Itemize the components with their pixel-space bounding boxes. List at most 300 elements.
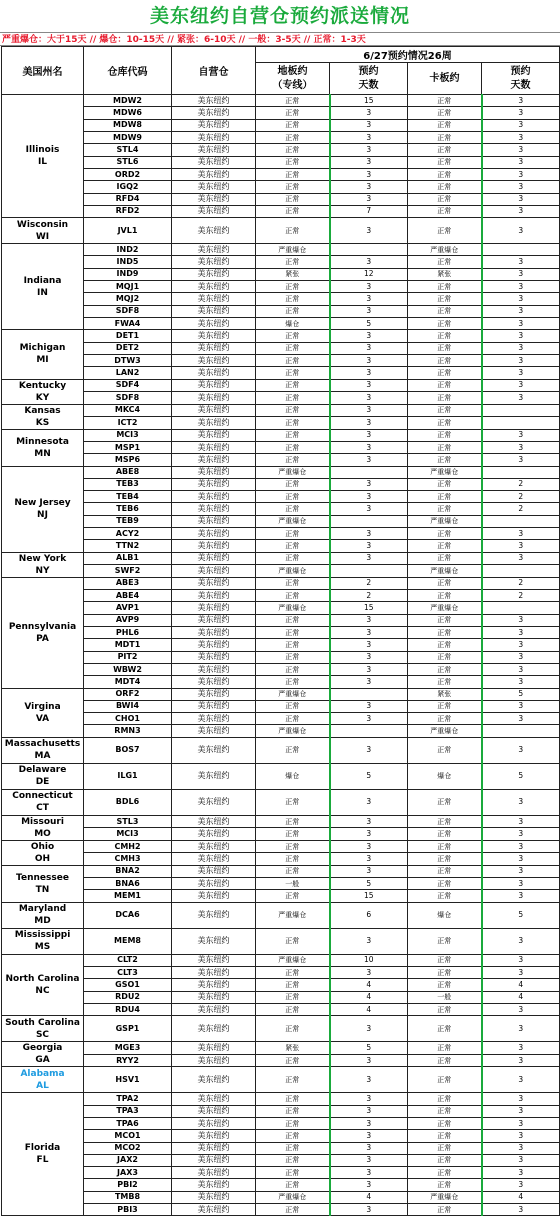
pallet-status-cell: 正常 xyxy=(408,354,482,366)
warehouse-code-cell: ILG1 xyxy=(84,763,172,789)
own-warehouse-cell: 美东纽约 xyxy=(172,1016,256,1042)
pallet-status-cell: 正常 xyxy=(408,639,482,651)
warehouse-code-cell: PIT2 xyxy=(84,651,172,663)
pallet-status-cell: 严重爆仓 xyxy=(408,515,482,527)
warehouse-code-cell: HSV1 xyxy=(84,1067,172,1093)
pallet-days-cell: 3 xyxy=(482,281,560,293)
table-row xyxy=(2,890,560,902)
floor-status-cell: 正常 xyxy=(256,713,330,725)
pallet-days-cell: 3 xyxy=(482,156,560,168)
pallet-status-cell: 正常 xyxy=(408,478,482,490)
floor-days-cell: 4 xyxy=(330,991,408,1003)
table-row xyxy=(2,991,560,1003)
own-warehouse-cell: 美东纽约 xyxy=(172,218,256,244)
pallet-days-cell: 3 xyxy=(482,700,560,712)
pallet-status-cell: 紧张 xyxy=(408,688,482,700)
table-row xyxy=(2,865,560,877)
table-row xyxy=(2,725,560,737)
table-row xyxy=(2,614,560,626)
pallet-status-cell: 正常 xyxy=(408,1105,482,1117)
floor-days-cell: 7 xyxy=(330,205,408,217)
page-title: 美东纽约自营仓预约派送情况 xyxy=(149,5,410,27)
floor-days-cell: 3 xyxy=(330,626,408,638)
pallet-status-cell: 正常 xyxy=(408,429,482,441)
pallet-status-cell: 正常 xyxy=(408,676,482,688)
pallet-status-cell: 正常 xyxy=(408,119,482,131)
floor-days-cell: 5 xyxy=(330,878,408,890)
header-own-warehouse: 自营仓 xyxy=(172,47,256,95)
pallet-status-cell: 正常 xyxy=(408,168,482,180)
floor-days-cell: 5 xyxy=(330,1042,408,1055)
status-legend: 严重爆仓：大于15天 // 爆仓：10-15天 // 紧张：6-10天 // 一般：3-5天 // 正常：1-3天 xyxy=(0,32,560,46)
table-row xyxy=(2,392,560,405)
floor-status-cell: 正常 xyxy=(256,737,330,763)
pallet-days-cell: 3 xyxy=(482,1016,560,1042)
own-warehouse-cell: 美东纽约 xyxy=(172,565,256,578)
table-row xyxy=(2,466,560,478)
table-row xyxy=(2,789,560,815)
floor-days-cell: 3 xyxy=(330,256,408,268)
pallet-status-cell: 正常 xyxy=(408,1179,482,1191)
pallet-days-cell: 3 xyxy=(482,193,560,205)
state-cell: New York NY xyxy=(2,552,84,577)
warehouse-code-cell: ABE4 xyxy=(84,590,172,602)
state-cell: Virgina VA xyxy=(2,688,84,737)
own-warehouse-cell: 美东纽约 xyxy=(172,491,256,503)
table-row xyxy=(2,144,560,156)
table-row xyxy=(2,1191,560,1203)
floor-days-cell: 3 xyxy=(330,293,408,305)
floor-days-cell: 3 xyxy=(330,1117,408,1129)
floor-days-cell: 3 xyxy=(330,700,408,712)
pallet-days-cell: 3 xyxy=(482,928,560,954)
floor-days-cell: 3 xyxy=(330,1167,408,1179)
floor-days-cell xyxy=(330,688,408,700)
table-row xyxy=(2,1130,560,1142)
floor-status-cell: 正常 xyxy=(256,131,330,143)
table-row xyxy=(2,503,560,515)
table-row xyxy=(2,1054,560,1067)
floor-status-cell: 严重爆仓 xyxy=(256,244,330,256)
warehouse-code-cell: MDW2 xyxy=(84,95,172,107)
floor-days-cell: 3 xyxy=(330,454,408,466)
floor-status-cell: 爆仓 xyxy=(256,763,330,789)
own-warehouse-cell: 美东纽约 xyxy=(172,131,256,143)
floor-days-cell: 3 xyxy=(330,967,408,979)
pallet-days-cell: 2 xyxy=(482,503,560,515)
floor-days-cell: 3 xyxy=(330,491,408,503)
own-warehouse-cell: 美东纽约 xyxy=(172,392,256,405)
own-warehouse-cell: 美东纽约 xyxy=(172,865,256,877)
table-row xyxy=(2,700,560,712)
floor-days-cell: 3 xyxy=(330,789,408,815)
floor-status-cell: 严重爆仓 xyxy=(256,565,330,578)
floor-status-cell: 正常 xyxy=(256,503,330,515)
pallet-status-cell: 正常 xyxy=(408,713,482,725)
table-row xyxy=(2,639,560,651)
floor-days-cell: 3 xyxy=(330,1204,408,1216)
pallet-days-cell: 3 xyxy=(482,1167,560,1179)
table-row xyxy=(2,1204,560,1216)
pallet-days-cell: 3 xyxy=(482,954,560,966)
table-row xyxy=(2,367,560,379)
table-row xyxy=(2,491,560,503)
pallet-days-cell: 3 xyxy=(482,293,560,305)
own-warehouse-cell: 美东纽约 xyxy=(172,1093,256,1105)
pallet-status-cell: 严重爆仓 xyxy=(408,565,482,578)
own-warehouse-cell: 美东纽约 xyxy=(172,528,256,540)
pallet-status-cell: 正常 xyxy=(408,256,482,268)
table-row xyxy=(2,626,560,638)
state-cell: Michigan MI xyxy=(2,330,84,379)
floor-status-cell: 严重爆仓 xyxy=(256,466,330,478)
floor-days-cell: 3 xyxy=(330,193,408,205)
pallet-status-cell: 正常 xyxy=(408,815,482,828)
floor-status-cell: 正常 xyxy=(256,828,330,841)
floor-status-cell: 正常 xyxy=(256,626,330,638)
warehouse-code-cell: SDF8 xyxy=(84,392,172,405)
floor-days-cell: 4 xyxy=(330,1191,408,1203)
state-cell: Maryland MD xyxy=(2,902,84,928)
floor-days-cell: 3 xyxy=(330,1054,408,1067)
warehouse-code-cell: MDW8 xyxy=(84,119,172,131)
pallet-days-cell: 3 xyxy=(482,1003,560,1015)
floor-days-cell: 3 xyxy=(330,1016,408,1042)
warehouse-code-cell: STL3 xyxy=(84,815,172,828)
state-cell: Missouri MO xyxy=(2,815,84,840)
state-cell: Massachusetts MA xyxy=(2,737,84,763)
pallet-status-cell: 正常 xyxy=(408,1154,482,1166)
table-row xyxy=(2,651,560,663)
pallet-status-cell: 一般 xyxy=(408,991,482,1003)
pallet-days-cell: 3 xyxy=(482,454,560,466)
floor-days-cell: 3 xyxy=(330,815,408,828)
pallet-status-cell: 正常 xyxy=(408,491,482,503)
warehouse-code-cell: GSP1 xyxy=(84,1016,172,1042)
state-cell: Pennsylvania PA xyxy=(2,577,84,688)
own-warehouse-cell: 美东纽约 xyxy=(172,967,256,979)
floor-status-cell: 正常 xyxy=(256,1093,330,1105)
own-warehouse-cell: 美东纽约 xyxy=(172,205,256,217)
state-cell: North Carolina NC xyxy=(2,954,84,1016)
floor-status-cell: 正常 xyxy=(256,1179,330,1191)
floor-days-cell: 3 xyxy=(330,218,408,244)
floor-status-cell: 正常 xyxy=(256,865,330,877)
warehouse-code-cell: JAX3 xyxy=(84,1167,172,1179)
header-floor-status: 地板约 （专线） xyxy=(256,63,330,95)
warehouse-code-cell: MSP1 xyxy=(84,441,172,453)
own-warehouse-cell: 美东纽约 xyxy=(172,281,256,293)
own-warehouse-cell: 美东纽约 xyxy=(172,379,256,392)
table-row xyxy=(2,1179,560,1191)
own-warehouse-cell: 美东纽约 xyxy=(172,840,256,853)
schedule-table xyxy=(1,46,560,1216)
state-cell: Delaware DE xyxy=(2,763,84,789)
pallet-status-cell: 正常 xyxy=(408,441,482,453)
floor-days-cell: 3 xyxy=(330,107,408,119)
warehouse-code-cell: BWI4 xyxy=(84,700,172,712)
pallet-days-cell: 3 xyxy=(482,330,560,342)
pallet-days-cell: 3 xyxy=(482,828,560,841)
warehouse-code-cell: LAN2 xyxy=(84,367,172,379)
table-row xyxy=(2,815,560,828)
header-state: 美国州名 xyxy=(2,47,84,95)
warehouse-code-cell: IND2 xyxy=(84,244,172,256)
floor-status-cell: 正常 xyxy=(256,342,330,354)
floor-status-cell: 爆仓 xyxy=(256,318,330,330)
floor-status-cell: 正常 xyxy=(256,218,330,244)
floor-days-cell: 3 xyxy=(330,713,408,725)
floor-days-cell xyxy=(330,466,408,478)
floor-status-cell: 正常 xyxy=(256,205,330,217)
floor-days-cell: 3 xyxy=(330,342,408,354)
pallet-status-cell: 严重爆仓 xyxy=(408,1191,482,1203)
pallet-status-cell: 正常 xyxy=(408,392,482,405)
floor-days-cell: 3 xyxy=(330,651,408,663)
table-row xyxy=(2,1003,560,1015)
pallet-status-cell: 正常 xyxy=(408,454,482,466)
pallet-status-cell: 正常 xyxy=(408,577,482,589)
pallet-status-cell: 正常 xyxy=(408,503,482,515)
warehouse-code-cell: TEB4 xyxy=(84,491,172,503)
table-row xyxy=(2,193,560,205)
own-warehouse-cell: 美东纽约 xyxy=(172,1105,256,1117)
floor-status-cell: 正常 xyxy=(256,853,330,866)
floor-days-cell: 3 xyxy=(330,429,408,441)
floor-status-cell: 正常 xyxy=(256,614,330,626)
floor-days-cell: 4 xyxy=(330,979,408,991)
pallet-days-cell: 3 xyxy=(482,268,560,280)
state-cell: Kentucky KY xyxy=(2,379,84,404)
floor-status-cell: 正常 xyxy=(256,540,330,552)
floor-status-cell: 正常 xyxy=(256,379,330,392)
warehouse-code-cell: STL4 xyxy=(84,144,172,156)
warehouse-code-cell: MDT4 xyxy=(84,676,172,688)
own-warehouse-cell: 美东纽约 xyxy=(172,552,256,565)
own-warehouse-cell: 美东纽约 xyxy=(172,979,256,991)
own-warehouse-cell: 美东纽约 xyxy=(172,1179,256,1191)
floor-days-cell: 3 xyxy=(330,1105,408,1117)
warehouse-code-cell: MQJ2 xyxy=(84,293,172,305)
table-row xyxy=(2,95,560,107)
pallet-days-cell: 3 xyxy=(482,181,560,193)
table-row xyxy=(2,602,560,614)
pallet-status-cell: 正常 xyxy=(408,1067,482,1093)
floor-days-cell: 3 xyxy=(330,552,408,565)
pallet-days-cell: 5 xyxy=(482,688,560,700)
warehouse-code-cell: MEM8 xyxy=(84,928,172,954)
warehouse-code-cell: RYY2 xyxy=(84,1054,172,1067)
warehouse-code-cell: JVL1 xyxy=(84,218,172,244)
table-row xyxy=(2,967,560,979)
header-warehouse-code: 仓库代码 xyxy=(84,47,172,95)
floor-status-cell: 正常 xyxy=(256,1067,330,1093)
table-row xyxy=(2,840,560,853)
table-row xyxy=(2,1042,560,1055)
pallet-status-cell: 正常 xyxy=(408,1042,482,1055)
warehouse-code-cell: TEB6 xyxy=(84,503,172,515)
floor-days-cell: 2 xyxy=(330,577,408,589)
floor-days-cell: 3 xyxy=(330,441,408,453)
warehouse-code-cell: GSO1 xyxy=(84,979,172,991)
floor-status-cell: 正常 xyxy=(256,577,330,589)
pallet-days-cell: 3 xyxy=(482,1067,560,1093)
own-warehouse-cell: 美东纽约 xyxy=(172,1054,256,1067)
own-warehouse-cell: 美东纽约 xyxy=(172,991,256,1003)
own-warehouse-cell: 美东纽约 xyxy=(172,1191,256,1203)
own-warehouse-cell: 美东纽约 xyxy=(172,478,256,490)
state-cell: Wisconsin WI xyxy=(2,218,84,244)
warehouse-code-cell: MCI3 xyxy=(84,828,172,841)
warehouse-code-cell: TEB3 xyxy=(84,478,172,490)
floor-status-cell: 正常 xyxy=(256,1142,330,1154)
floor-status-cell: 严重爆仓 xyxy=(256,602,330,614)
floor-days-cell: 3 xyxy=(330,1093,408,1105)
own-warehouse-cell: 美东纽约 xyxy=(172,577,256,589)
pallet-days-cell: 3 xyxy=(482,1105,560,1117)
floor-status-cell: 正常 xyxy=(256,651,330,663)
warehouse-code-cell: ALB1 xyxy=(84,552,172,565)
table-row xyxy=(2,131,560,143)
own-warehouse-cell: 美东纽约 xyxy=(172,1117,256,1129)
warehouse-code-cell: STL6 xyxy=(84,156,172,168)
pallet-days-cell: 3 xyxy=(482,713,560,725)
state-cell: Connecticut CT xyxy=(2,789,84,815)
pallet-days-cell: 3 xyxy=(482,676,560,688)
warehouse-code-cell: WBW2 xyxy=(84,663,172,675)
pallet-status-cell: 正常 xyxy=(408,1117,482,1129)
own-warehouse-cell: 美东纽约 xyxy=(172,193,256,205)
own-warehouse-cell: 美东纽约 xyxy=(172,1154,256,1166)
warehouse-code-cell: DCA6 xyxy=(84,902,172,928)
warehouse-code-cell: IGQ2 xyxy=(84,181,172,193)
table-row xyxy=(2,1093,560,1105)
warehouse-code-cell: RDU2 xyxy=(84,991,172,1003)
floor-status-cell: 正常 xyxy=(256,256,330,268)
floor-days-cell: 3 xyxy=(330,540,408,552)
own-warehouse-cell: 美东纽约 xyxy=(172,700,256,712)
floor-status-cell: 正常 xyxy=(256,1117,330,1129)
floor-status-cell: 严重爆仓 xyxy=(256,1191,330,1203)
warehouse-code-cell: BNA2 xyxy=(84,865,172,877)
table-row xyxy=(2,181,560,193)
own-warehouse-cell: 美东纽约 xyxy=(172,1067,256,1093)
floor-status-cell: 正常 xyxy=(256,367,330,379)
pallet-days-cell xyxy=(482,565,560,578)
floor-status-cell: 正常 xyxy=(256,181,330,193)
table-row xyxy=(2,713,560,725)
pallet-days-cell: 3 xyxy=(482,144,560,156)
warehouse-code-cell: MKC4 xyxy=(84,404,172,417)
warehouse-code-cell: TPA3 xyxy=(84,1105,172,1117)
floor-status-cell: 正常 xyxy=(256,928,330,954)
warehouse-code-cell: RFD2 xyxy=(84,205,172,217)
pallet-days-cell xyxy=(482,417,560,430)
own-warehouse-cell: 美东纽约 xyxy=(172,789,256,815)
floor-days-cell: 3 xyxy=(330,478,408,490)
pallet-days-cell: 3 xyxy=(482,663,560,675)
floor-status-cell: 严重爆仓 xyxy=(256,515,330,527)
floor-days-cell xyxy=(330,515,408,527)
floor-status-cell: 正常 xyxy=(256,890,330,902)
table-row xyxy=(2,1067,560,1093)
pallet-days-cell: 3 xyxy=(482,95,560,107)
floor-days-cell: 3 xyxy=(330,305,408,317)
pallet-status-cell: 正常 xyxy=(408,330,482,342)
pallet-status-cell: 正常 xyxy=(408,663,482,675)
floor-status-cell: 正常 xyxy=(256,1204,330,1216)
floor-status-cell: 正常 xyxy=(256,281,330,293)
pallet-status-cell: 正常 xyxy=(408,379,482,392)
pallet-status-cell: 正常 xyxy=(408,1003,482,1015)
pallet-days-cell xyxy=(482,466,560,478)
own-warehouse-cell: 美东纽约 xyxy=(172,156,256,168)
pallet-days-cell: 3 xyxy=(482,168,560,180)
pallet-days-cell: 2 xyxy=(482,590,560,602)
pallet-days-cell: 3 xyxy=(482,540,560,552)
warehouse-code-cell: TMB8 xyxy=(84,1191,172,1203)
table-row xyxy=(2,168,560,180)
floor-status-cell: 正常 xyxy=(256,404,330,417)
table-row xyxy=(2,256,560,268)
floor-status-cell: 正常 xyxy=(256,663,330,675)
own-warehouse-cell: 美东纽约 xyxy=(172,878,256,890)
table-row xyxy=(2,156,560,168)
own-warehouse-cell: 美东纽约 xyxy=(172,293,256,305)
pallet-status-cell: 严重爆仓 xyxy=(408,466,482,478)
floor-days-cell: 3 xyxy=(330,928,408,954)
floor-status-cell: 正常 xyxy=(256,193,330,205)
own-warehouse-cell: 美东纽约 xyxy=(172,725,256,737)
pallet-status-cell: 正常 xyxy=(408,878,482,890)
pallet-days-cell: 3 xyxy=(482,865,560,877)
own-warehouse-cell: 美东纽约 xyxy=(172,1130,256,1142)
warehouse-code-cell: IND5 xyxy=(84,256,172,268)
table-row xyxy=(2,902,560,928)
table-row xyxy=(2,205,560,217)
floor-days-cell: 3 xyxy=(330,503,408,515)
pallet-status-cell: 正常 xyxy=(408,840,482,853)
floor-days-cell: 15 xyxy=(330,95,408,107)
table-row xyxy=(2,441,560,453)
floor-days-cell: 3 xyxy=(330,144,408,156)
pallet-days-cell: 3 xyxy=(482,878,560,890)
pallet-status-cell: 正常 xyxy=(408,954,482,966)
warehouse-code-cell: DTW3 xyxy=(84,354,172,366)
warehouse-code-cell: RDU4 xyxy=(84,1003,172,1015)
own-warehouse-cell: 美东纽约 xyxy=(172,441,256,453)
floor-days-cell: 3 xyxy=(330,392,408,405)
warehouse-code-cell: AVP9 xyxy=(84,614,172,626)
floor-days-cell: 3 xyxy=(330,614,408,626)
state-cell: South Carolina SC xyxy=(2,1016,84,1042)
floor-status-cell: 一般 xyxy=(256,878,330,890)
warehouse-code-cell: SDF4 xyxy=(84,379,172,392)
pallet-days-cell: 5 xyxy=(482,902,560,928)
pallet-days-cell xyxy=(482,602,560,614)
pallet-days-cell xyxy=(482,244,560,256)
own-warehouse-cell: 美东纽约 xyxy=(172,737,256,763)
pallet-status-cell: 正常 xyxy=(408,318,482,330)
state-cell: Ohio OH xyxy=(2,840,84,865)
pallet-status-cell: 正常 xyxy=(408,651,482,663)
pallet-days-cell: 3 xyxy=(482,626,560,638)
pallet-status-cell: 正常 xyxy=(408,890,482,902)
floor-days-cell: 4 xyxy=(330,1003,408,1015)
pallet-status-cell: 正常 xyxy=(408,528,482,540)
own-warehouse-cell: 美东纽约 xyxy=(172,614,256,626)
own-warehouse-cell: 美东纽约 xyxy=(172,639,256,651)
